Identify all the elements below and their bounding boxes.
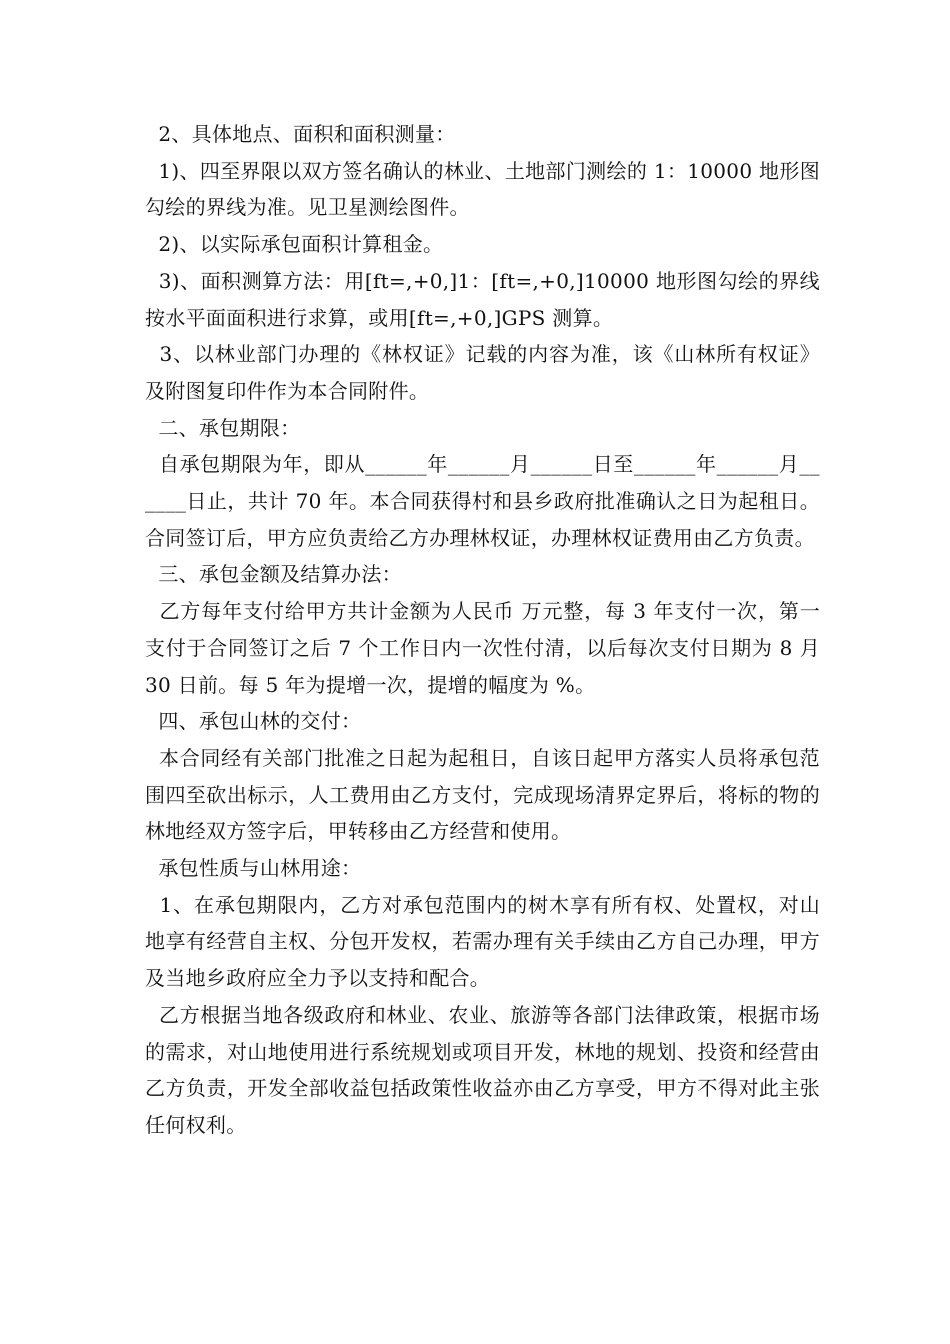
paragraph-location-heading: 2、具体地点、面积和面积测量：: [145, 122, 456, 146]
paragraph-delivery: 本合同经有关部门批准之日起为起租日，自该日起甲方落实人员将承包范围四至砍出标示，人工费用由乙方支付，完成现场清界定界后，将标的物的林地经双方签字后，甲转移由乙方经营和使用。: [145, 745, 820, 844]
paragraph-measurement-method: 3)、面积测算方法：用[ft=,+0,]1：[ft=,+0,]10000 地形图勾绘的界线按水平面面积进行求算，或用[ft=,+0,]GPS 测算。: [145, 268, 820, 330]
paragraph-forest-certificate: 3、以林业部门办理的《林权证》记载的内容为准，该《山林所有权证》及附图复印件作为本合同附件。: [145, 342, 820, 403]
paragraph-usage-planning: 乙方根据当地各级政府和林业、农业、旅游等各部门法律政策，根据市场的需求，对山地使用进行系统规划或项目开发，林地的规划、投资和经营由乙方负责，开发全部收益包括政策性收益亦由乙方享受，甲方不得对此主张任何权利。: [145, 1002, 820, 1137]
section-heading-usage: 承包性质与山林用途：: [145, 856, 362, 881]
section-heading-term: 二、承包期限：: [145, 415, 301, 440]
paragraph-boundary: 1)、四至界限以双方签名确认的林业、土地部门测绘的 1：10000 地形图勾绘的界线为准。见卫星测绘图件。: [145, 158, 820, 220]
paragraph-payment: 乙方每年支付给甲方共计金额为人民币 万元整，每 3 年支付一次，第一支付于合同签订之后 7 个工作日内一次性付清，以后每次支付日期为 8 月 30 日前。每 5 年为提增一次，提增的幅度为 %。: [145, 599, 827, 697]
document-body: [145, 116, 827, 1144]
paragraph-term: 自承包期限为年，即从______年______月______日至______年______月______日止，共计 70 年。本合同获得村和县乡政府批准确认之日为起租日。合同签订后，甲方应负责给乙方办理林权证，办理林权证费用由乙方负责。: [145, 452, 820, 550]
paragraph-rent-area: 2)、以实际承包面积计算租金。: [145, 232, 444, 257]
paragraph-usage-rights: 1、在承包期限内，乙方对承包范围内的树木享有所有权、处置权，对山地享有经营自主权、分包开发权，若需办理有关手续由乙方自己办理，甲方及当地乡政府应全力予以支持和配合。: [145, 892, 820, 991]
section-heading-delivery: 四、承包山林的交付：: [145, 709, 362, 734]
section-heading-payment: 三、承包金额及结算办法：: [145, 562, 402, 587]
